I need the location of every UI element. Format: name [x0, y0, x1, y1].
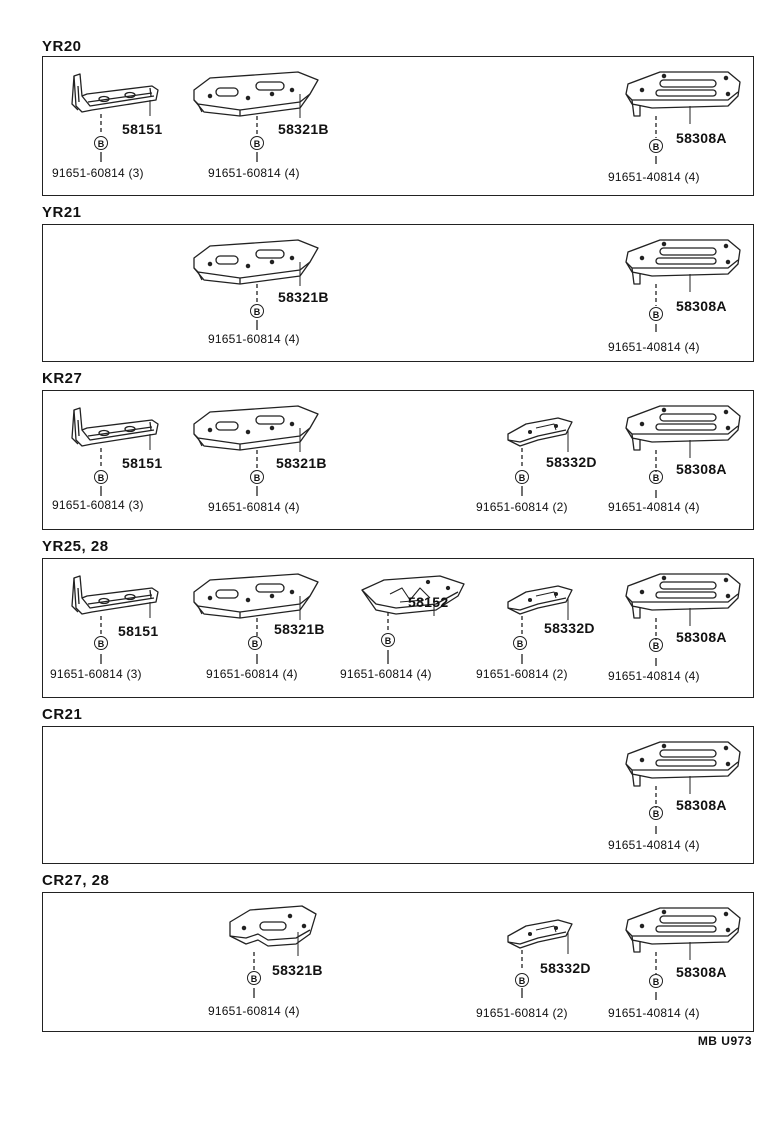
- part-58308a[interactable]: [600, 234, 750, 374]
- part-58321b[interactable]: [208, 902, 370, 1042]
- section-title-yr25-28: YR25, 28: [42, 538, 109, 555]
- part-58152[interactable]: [340, 568, 490, 708]
- part-number: 58308A: [676, 130, 727, 146]
- bolt-marker: B: [649, 806, 663, 820]
- bolt-spec: 91651-60814 (3): [52, 498, 144, 512]
- part-58321b[interactable]: [188, 400, 338, 540]
- part-number: 58332D: [544, 620, 595, 636]
- bolt-spec: 91651-40814 (4): [608, 1006, 700, 1020]
- part-number: 58151: [122, 121, 163, 137]
- bolt-marker: B: [248, 636, 262, 650]
- bolt-spec: 91651-60814 (3): [50, 667, 142, 681]
- bolt-marker: B: [94, 636, 108, 650]
- bolt-marker: B: [94, 136, 108, 150]
- bolt-marker: B: [649, 974, 663, 988]
- part-58151[interactable]: [52, 66, 202, 206]
- part-number: 58321B: [272, 962, 323, 978]
- part-number: 58151: [122, 455, 163, 471]
- part-58308a[interactable]: [600, 66, 750, 206]
- bolt-marker: B: [250, 136, 264, 150]
- bolt-marker: B: [381, 633, 395, 647]
- bolt-marker: B: [247, 971, 261, 985]
- part-number: 58332D: [546, 454, 597, 470]
- part-58321b[interactable]: [188, 66, 338, 206]
- section-title-cr21: CR21: [42, 706, 83, 723]
- part-number: 58321B: [278, 121, 329, 137]
- part-number: 58308A: [676, 797, 727, 813]
- plate-drawing: [600, 568, 750, 708]
- part-number: 58308A: [676, 461, 727, 477]
- part-58321b[interactable]: [188, 568, 338, 708]
- bolt-marker: B: [649, 638, 663, 652]
- part-number: 58321B: [276, 455, 327, 471]
- plate-drawing: [600, 902, 750, 1042]
- part-58151[interactable]: [52, 568, 202, 708]
- bolt-spec: 91651-60814 (4): [208, 500, 300, 514]
- part-58308a[interactable]: [600, 902, 750, 1042]
- part-58321b[interactable]: [188, 234, 338, 374]
- bolt-marker: B: [649, 470, 663, 484]
- bolt-spec: 91651-60814 (2): [476, 667, 568, 681]
- plate-drawing: [600, 66, 750, 206]
- part-58151[interactable]: [52, 400, 202, 540]
- part-number: 58321B: [278, 289, 329, 305]
- bolt-marker: B: [515, 470, 529, 484]
- part-number: 58308A: [676, 964, 727, 980]
- bolt-spec: 91651-60814 (2): [476, 1006, 568, 1020]
- part-number: 58308A: [676, 298, 727, 314]
- bolt-marker: B: [94, 470, 108, 484]
- plate-drawing: [600, 736, 750, 876]
- section-title-yr21: YR21: [42, 204, 82, 221]
- bolt-marker: B: [250, 304, 264, 318]
- bolt-spec: 91651-40814 (4): [608, 500, 700, 514]
- bolt-spec: 91651-40814 (4): [608, 838, 700, 852]
- bolt-spec: 91651-60814 (4): [340, 667, 432, 681]
- part-58308a[interactable]: [600, 400, 750, 540]
- section-title-cr27-28: CR27, 28: [42, 872, 110, 889]
- part-58308a[interactable]: [600, 568, 750, 708]
- bolt-marker: B: [649, 139, 663, 153]
- part-number: 58152: [408, 594, 449, 610]
- bolt-spec: 91651-40814 (4): [608, 340, 700, 354]
- plate-drawing: [188, 568, 338, 708]
- section-title-kr27: KR27: [42, 370, 83, 387]
- bolt-spec: 91651-60814 (4): [208, 166, 300, 180]
- bolt-spec: 91651-60814 (4): [208, 332, 300, 346]
- bolt-marker: B: [250, 470, 264, 484]
- bolt-spec: 91651-60814 (4): [208, 1004, 300, 1018]
- bolt-spec: 91651-40814 (4): [608, 170, 700, 184]
- plate-drawing: [600, 400, 750, 540]
- part-number: 58151: [118, 623, 159, 639]
- part-number: 58308A: [676, 629, 727, 645]
- section-title-yr20: YR20: [42, 38, 82, 55]
- bolt-spec: 91651-60814 (3): [52, 166, 144, 180]
- bolt-marker: B: [513, 636, 527, 650]
- bolt-spec: 91651-40814 (4): [608, 669, 700, 683]
- part-number: 58321B: [274, 621, 325, 637]
- bolt-marker: B: [515, 973, 529, 987]
- part-58308a[interactable]: [600, 736, 750, 876]
- part-number: 58332D: [540, 960, 591, 976]
- bolt-marker: B: [649, 307, 663, 321]
- bolt-spec: 91651-60814 (4): [206, 667, 298, 681]
- bolt-spec: 91651-60814 (2): [476, 500, 568, 514]
- diagram-code: MB U973: [697, 1034, 752, 1048]
- mid-plate-drawing: [340, 568, 490, 708]
